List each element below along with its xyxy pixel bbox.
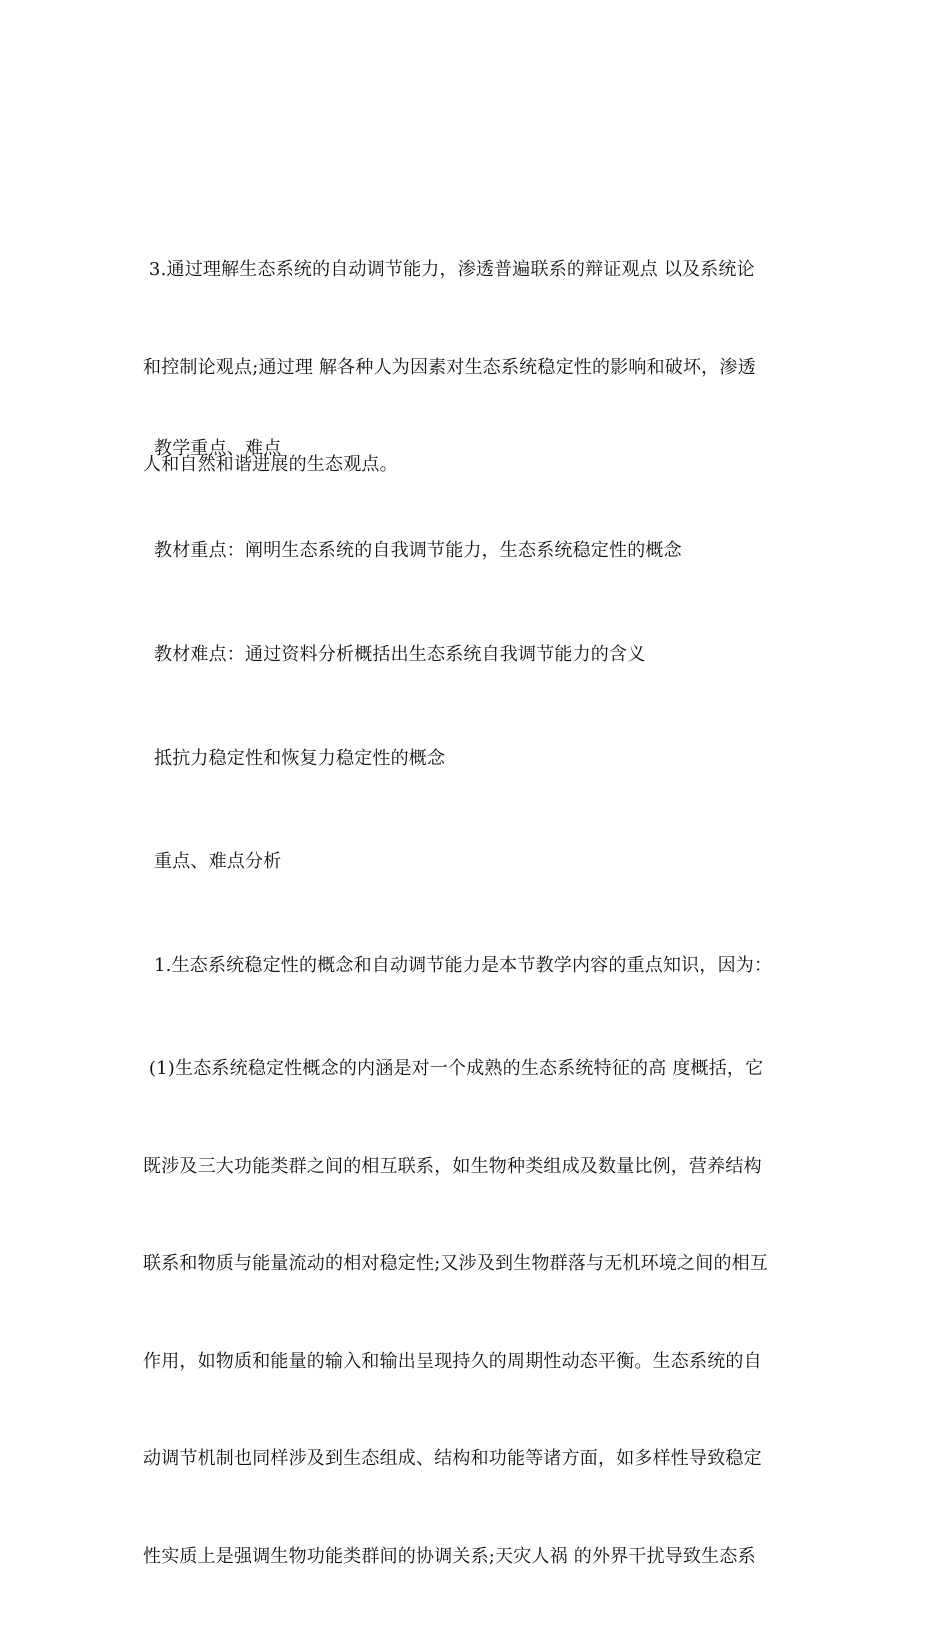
text-line: 抵抗力稳定性和恢复力稳定性的概念 [154, 748, 446, 769]
text-line: 动调节机制也同样涉及到生态组成、结构和功能等诸方面，如多样性导致稳定 [143, 1448, 762, 1469]
text-line: 教材重点：阐明生态系统的自我调节能力，生态系统稳定性的概念 [154, 540, 682, 561]
paragraph-analysis-1-detail [143, 988, 803, 1638]
text-line: 作用，如物质和能量的输入和输出呈现持久的周期性动态平衡。生态系统的自 [143, 1350, 762, 1372]
text-line: 1.生态系统稳定性的概念和自动调节能力是本节教学内容的重点知识，因为： [154, 955, 773, 976]
heading-text: 重点、难点分析 [154, 851, 282, 872]
text-line: 人和自然和谐进展的生态观点。 [143, 454, 398, 475]
text-line: 和控制论观点;通过理 解各种人为因素对生态系统稳定性的影响和破坏，渗透 [143, 356, 756, 378]
text-line: 教材难点：通过资料分析概括出生态系统自我调节能力的含义 [154, 644, 646, 665]
text-line: (1)生态系统稳定性概念的内涵是对一个成熟的生态系统特征的高 度概括，它 [143, 1058, 764, 1079]
text-line: 3.通过理解生态系统的自动调节能力，渗透普遍联系的辩证观点 以及系统论 [143, 259, 755, 280]
text-line: 性实质上是强调生物功能类群间的协调关系;天灾人祸 的外界干扰导致生态系 [143, 1545, 756, 1567]
heading-text: 教学重点、难点 [154, 438, 282, 459]
text-line: 联系和物质与能量流动的相对稳定性;又涉及到生物群落与无机环境之间的相互 [143, 1253, 769, 1274]
text-line: 既涉及三大功能类群之间的相互联系，如生物种类组成及数量比例，营养结构 [143, 1155, 762, 1177]
